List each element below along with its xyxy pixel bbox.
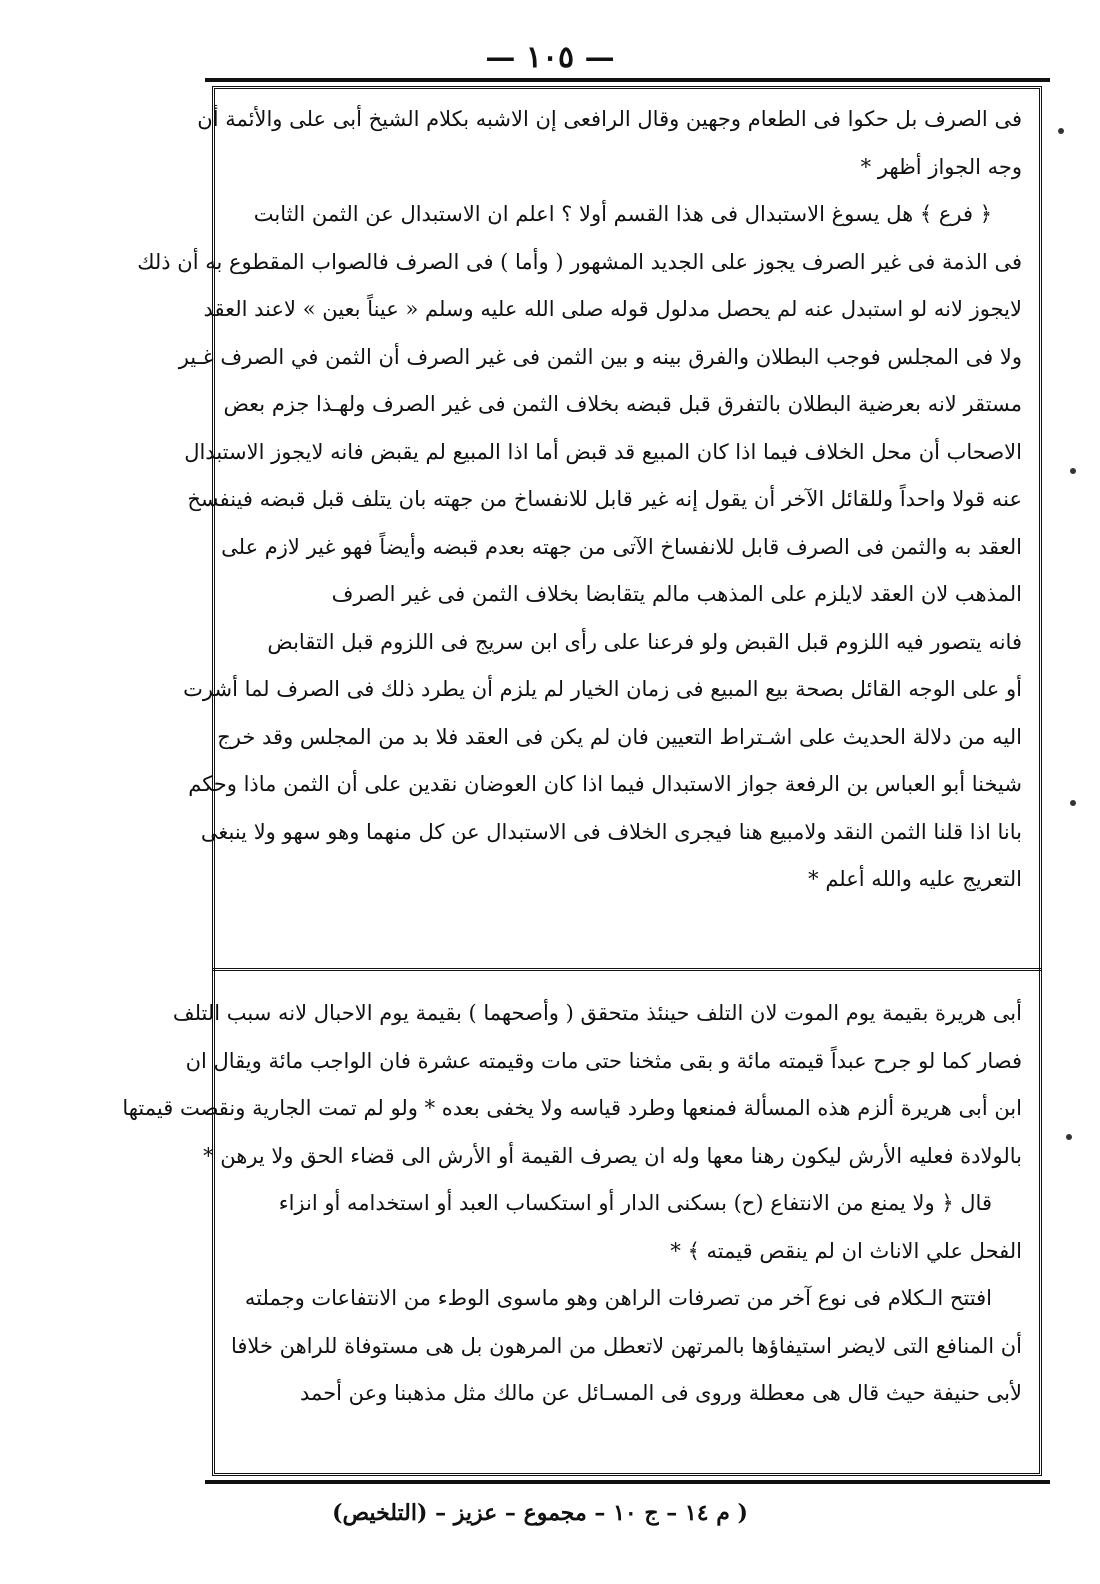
commentary-section	[137, 96, 1022, 904]
text-line: العقد به والثمن فى الصرف قابل للانفساخ الآتى من جهته بعدم قبضه وأيضاً فهو غير لازم على	[221, 534, 1022, 559]
text-line: مستقر لانه بعرضية البطلان بالتفرق قبل قبضه بخلاف الثمن فى غير الصرف ولهـذا جزم بعض	[223, 392, 1022, 416]
text-line: فصار كما لو جرح عبداً قيمته مائة و بقى مثخنا حتى مات وقيمته عشرة فان الواجب مائة ويقال ان	[185, 1048, 1022, 1073]
text-line: فانه يتصور فيه اللزوم قبل القبض ولو فرعنا على رأى ابن سريج فى اللزوم قبل التقابض	[267, 629, 1022, 654]
text-line: ابن أبى هريرة ألزم هذه المسألة فمنعها وطرد قياسه ولا يخفى بعده * ولو لم تمت الجارية ونقصت قيمتها	[122, 1096, 1022, 1120]
text-line: المذهب لان العقد لايلزم على المذهب مالم يتقابضا بخلاف الثمن فى غير الصرف	[331, 582, 1022, 606]
bottom-rule	[205, 1480, 1050, 1484]
text-line: شيخنا أبو العباس بن الرفعة جواز الاستبدال فيما اذا كان العوضان نقدين على أن الثمن ماذا وحكم	[188, 772, 1022, 796]
text-line: بانا اذا قلنا الثمن النقد ولامبيع هنا فيجرى الخلاف فى الاستبدال عن كل منهما وهو سهو ولا ينبغى	[200, 819, 1022, 844]
text-line: الفحل علي الاناث ان لم ينقص قيمته ﴾ *	[670, 1238, 1022, 1263]
page-number: — ١٠٥ —	[485, 40, 615, 75]
text-line: فى الصرف بل حكوا فى الطعام وجهين وقال الرافعى إن الاشبه بكلام الشيخ أبى على والأئمة أن	[197, 107, 1022, 131]
text-line: بالولادة فعليه الأرش ليكون رهنا معها وله ان يصرف القيمة أو الأرش الى قضاء الحق ولا يرهن *	[203, 1143, 1022, 1168]
margin-mark	[1066, 1134, 1072, 1140]
text-line: وجه الجواز أظهر *	[860, 154, 1022, 179]
main-text-section	[122, 990, 1022, 1418]
text-line: عنه قولا واحداً وللقائل الآخر أن يقول إنه غير قابل للانفساخ من جهته بان يتلف قبل قبضه فينفسخ	[187, 487, 1022, 511]
text-line: ولا فى المجلس فوجب البطلان والفرق بينه و بين الثمن فى غير الصرف أن الثمن في الصرف غـير	[178, 344, 1022, 369]
text-line: التعريج عليه والله أعلم *	[808, 867, 1022, 891]
top-rule	[205, 78, 1050, 82]
text-line: ﴿ فرع ﴾ هل يسوغ الاستبدال فى هذا القسم أولا ؟ اعلم ان الاستبدال عن الثمن الثابت	[253, 202, 992, 226]
text-line: فى الذمة فى غير الصرف يجوز على الجديد المشهور ( وأما ) فى الصرف فالصواب المقطوع به أن ذلك	[137, 249, 1022, 274]
margin-mark	[1058, 128, 1064, 134]
text-line: أو على الوجه القائل بصحة بيع المبيع فى زمان الخيار لم يلزم أن يطرد ذلك فى الصرف لما أشرت	[183, 677, 1022, 701]
text-line: لأبى حنيفة حيث قال هى معطلة وروى فى المسـائل عن مالك مثل مذهبنا وعن أحمد	[300, 1381, 1022, 1405]
margin-mark	[1070, 800, 1076, 806]
text-line: أن المنافع التى لايضر استيفاؤها بالمرتهن لاتعطل من المرهون بل هى مستوفاة للراهن خلافا	[230, 1333, 1022, 1358]
text-line: أبى هريرة بقيمة يوم الموت لان التلف حينئذ متحقق ( وأصحهما ) بقيمة يوم الاحبال لانه سبب التلف	[172, 1001, 1022, 1025]
margin-mark	[1070, 468, 1076, 474]
signature-footer: ( م ١٤ – ج ١٠ – مجموع – عزيز – (التلخيص)	[332, 1500, 748, 1526]
section-divider	[212, 968, 1042, 971]
text-line: الاصحاب أن محل الخلاف فيما اذا كان المبيع قد قبض أما اذا المبيع لم يقبض فانه لايجوز الاستبدال	[184, 439, 1022, 464]
text-line: لايجوز لانه لو استبدل عنه لم يحصل مدلول قوله صلى الله عليه وسلم « عيناً بعين » لاعند العقد	[203, 297, 1022, 321]
text-line: قال ﴿ ولا يمنع من الانتفاع (ح) بسكنى الدار أو استكساب العبد أو استخدامه أو انزاء	[278, 1191, 992, 1215]
text-line: افتتح الـكلام فى نوع آخر من تصرفات الراهن وهو ماسوى الوطء من الانتفاعات وجملته	[244, 1286, 992, 1310]
text-line: اليه من دلالة الحديث على اشـتراط التعيين فان لم يكن فى العقد فلا بد من المجلس وقد خرج	[217, 724, 1022, 749]
